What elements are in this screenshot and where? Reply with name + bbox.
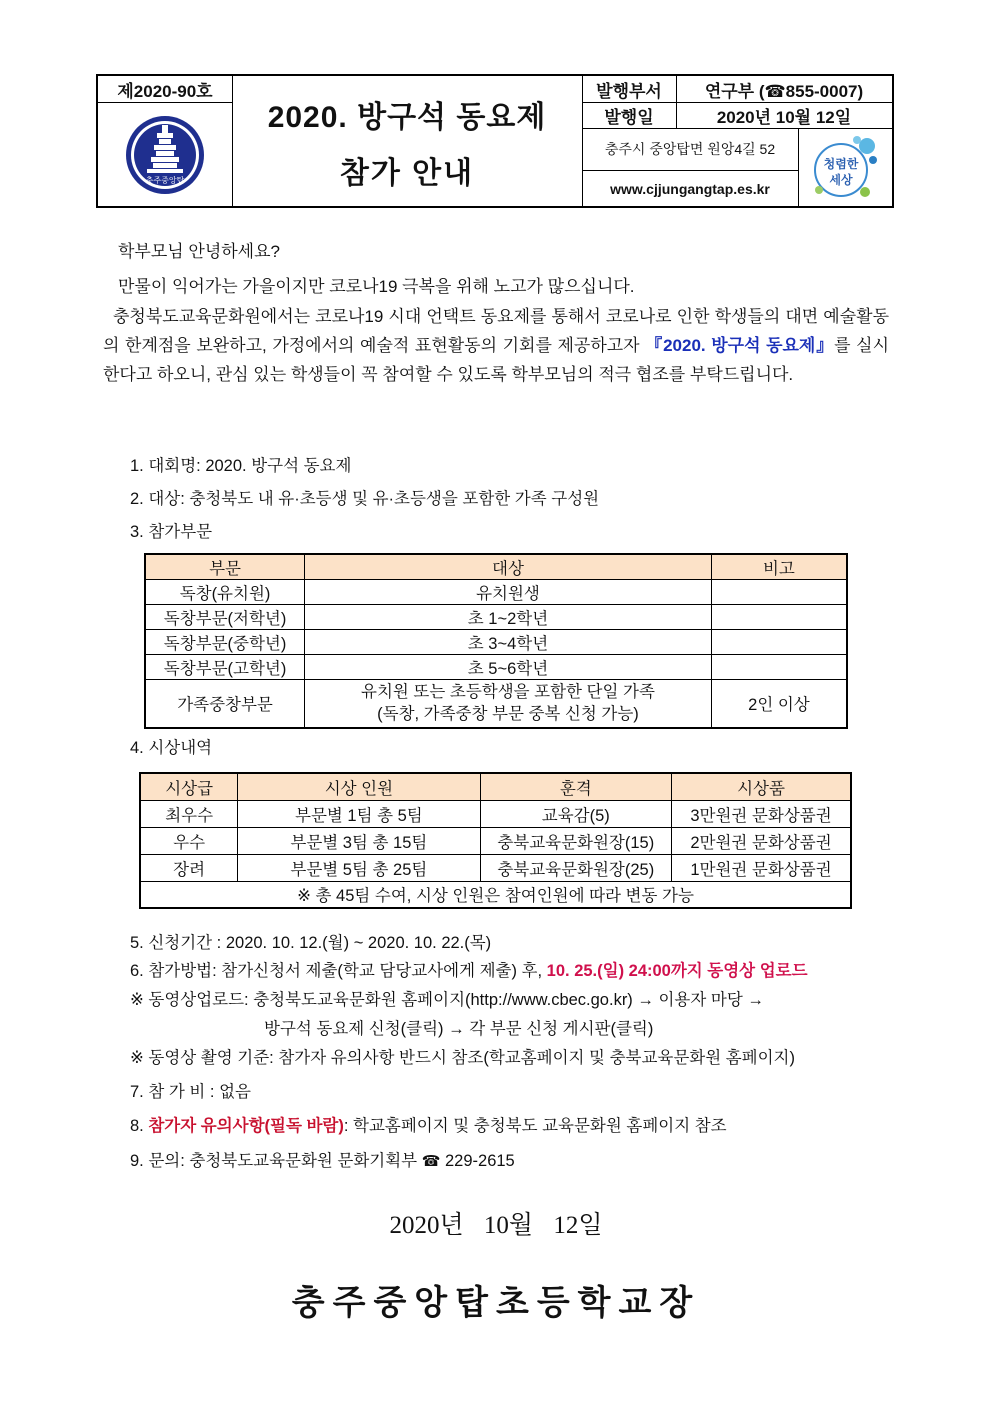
item-application-period: 5. 신청기간 : 2020. 10. 12.(월) ~ 2020. 10. 22.(목)	[130, 934, 492, 952]
award-footnote: ※ 총 45팀 수여, 시상 인원은 참여인원에 따라 변동 가능	[140, 881, 851, 908]
school-logo	[98, 102, 232, 208]
table-row: 독창(유치원) 유치원생	[145, 580, 847, 605]
table-header: 훈격	[480, 773, 671, 800]
table-header: 시상 인원	[238, 773, 480, 800]
table-header: 시상품	[672, 773, 852, 800]
item-division-heading: 3. 참가부문	[130, 523, 213, 541]
note-filming-criteria: ※ 동영상 촬영 기준: 참가자 유의사항 반드시 참조(학교홈페이지 및 충북교육문화원 홈페이지)	[130, 1049, 795, 1067]
note-video-upload-cont: 방구석 동요제 신청(클릭) → 각 부문 신청 게시판(클릭)	[264, 1020, 654, 1038]
upload-deadline: 10. 25.(일) 24:00까지 동영상 업로드	[546, 962, 808, 980]
table-row: 독창부문(중학년) 초 3~4학년	[145, 630, 847, 655]
intro-line: 만물이 익어가는 가을이지만 코로나19 극복을 위해 노고가 많으십니다.	[118, 277, 635, 296]
school-website[interactable]: www.cjjungangtap.es.kr	[610, 181, 770, 197]
intro-paragraph: 충청북도교육문화원에서는 코로나19 시대 언택트 동요제를 통해서 코로나로 인한 학생들의 대면 예술활동의 한계점을 보완하고, 가정에서의 예술적 표현활동의 기회를 제공하고자 『2020. 방구석 동요제』를 실시한다고 하오니, 관심 있는 학생들이 꼭 참여할 수 있도록 학부모님의 적극 협조를 부탁드립니다.	[103, 307, 889, 384]
table-header: 부문	[145, 554, 305, 580]
svg-text:세상: 세상	[829, 173, 853, 187]
table-row: 최우수 부문별 1팀 총 5팀 교육감(5) 3만원권 문화상품권	[140, 800, 851, 827]
table-header: 시상급	[140, 773, 238, 800]
greeting: 학부모님 안녕하세요?	[118, 242, 280, 261]
item-award-heading: 4. 시상내역	[130, 739, 213, 757]
table-row	[140, 881, 851, 908]
integrity-emblem	[798, 128, 892, 208]
note-video-upload: ※ 동영상업로드: 충청북도교육문화원 홈페이지(http://www.cbec.go.kr) → 이용자 마당 →	[130, 991, 764, 1009]
item-fee: 7. 참 가 비 : 없음	[130, 1083, 251, 1101]
award-table	[139, 772, 852, 909]
phone-icon: ☎	[421, 1153, 441, 1170]
pagoda-logo-icon	[123, 113, 207, 197]
svg-text:청렴한: 청렴한	[823, 157, 859, 171]
table-row: 가족중창부문 유치원 또는 초등학생을 포함한 단일 가족 (독창, 가족중창 부문 중복 신청 가능) 2인 이상	[145, 680, 847, 728]
school-logo-text: 충주중앙탑	[145, 176, 185, 185]
dept-label: 발행부서	[596, 81, 662, 101]
item-precautions: 8. 참가자 유의사항(필독 바람): 학교홈페이지 및 충청북도 교육문화원 홈페이지 참조	[130, 1117, 727, 1135]
issue-date-footer: 2020년 10월 12일	[389, 1212, 603, 1239]
school-address: 충주시 중앙탑면 원앙4길 52	[604, 141, 776, 157]
item-contact: 9. 문의: 충청북도교육문화원 문화기획부 ☎ 229-2615	[130, 1152, 515, 1170]
table-row: 독창부문(고학년) 초 5~6학년	[145, 655, 847, 680]
table-row: 우수 부문별 3팀 총 15팀 충북교육문화원장(15) 2만원권 문화상품권	[140, 827, 851, 854]
contact-phone: 229-2615	[445, 1152, 515, 1170]
item-application-method: 6. 참가방법: 참가신청서 제출(학교 담당교사에게 제출) 후, 10. 25.(일) 24:00까지 동영상 업로드	[130, 962, 808, 980]
item-target: 2. 대상: 충청북도 내 유·초등생 및 유·초등생을 포함한 가족 구성원	[130, 490, 600, 508]
document-title	[232, 76, 582, 208]
event-name-highlight: 『2020. 방구석 동요제』	[645, 336, 835, 355]
table-header: 대상	[305, 554, 712, 580]
title-line-2: 참가 안내	[339, 157, 475, 190]
division-table	[144, 553, 848, 729]
title-line-1: 2020. 방구석 동요제	[267, 101, 547, 134]
table-row: 장려 부문별 5팀 총 25팀 충북교육문화원장(25) 1만원권 문화상품권	[140, 854, 851, 881]
issue-date-value: 2020년 10월 12일	[716, 107, 852, 127]
document-header	[96, 74, 894, 208]
integrity-emblem-icon	[805, 130, 885, 206]
item-event-name: 1. 대회명: 2020. 방구석 동요제	[130, 457, 352, 475]
dept-value: 연구부 (☎855-0007)	[704, 81, 864, 101]
table-header: 비고	[711, 554, 847, 580]
table-row: 독창부문(저학년) 초 1~2학년	[145, 605, 847, 630]
document-number: 제2020-90호	[117, 81, 213, 101]
precautions-highlight: 참가자 유의사항(필독 바람)	[148, 1117, 344, 1135]
principal-signature: 충주중앙탑초등학교장	[291, 1284, 701, 1322]
issue-date-label: 발행일	[604, 107, 654, 127]
